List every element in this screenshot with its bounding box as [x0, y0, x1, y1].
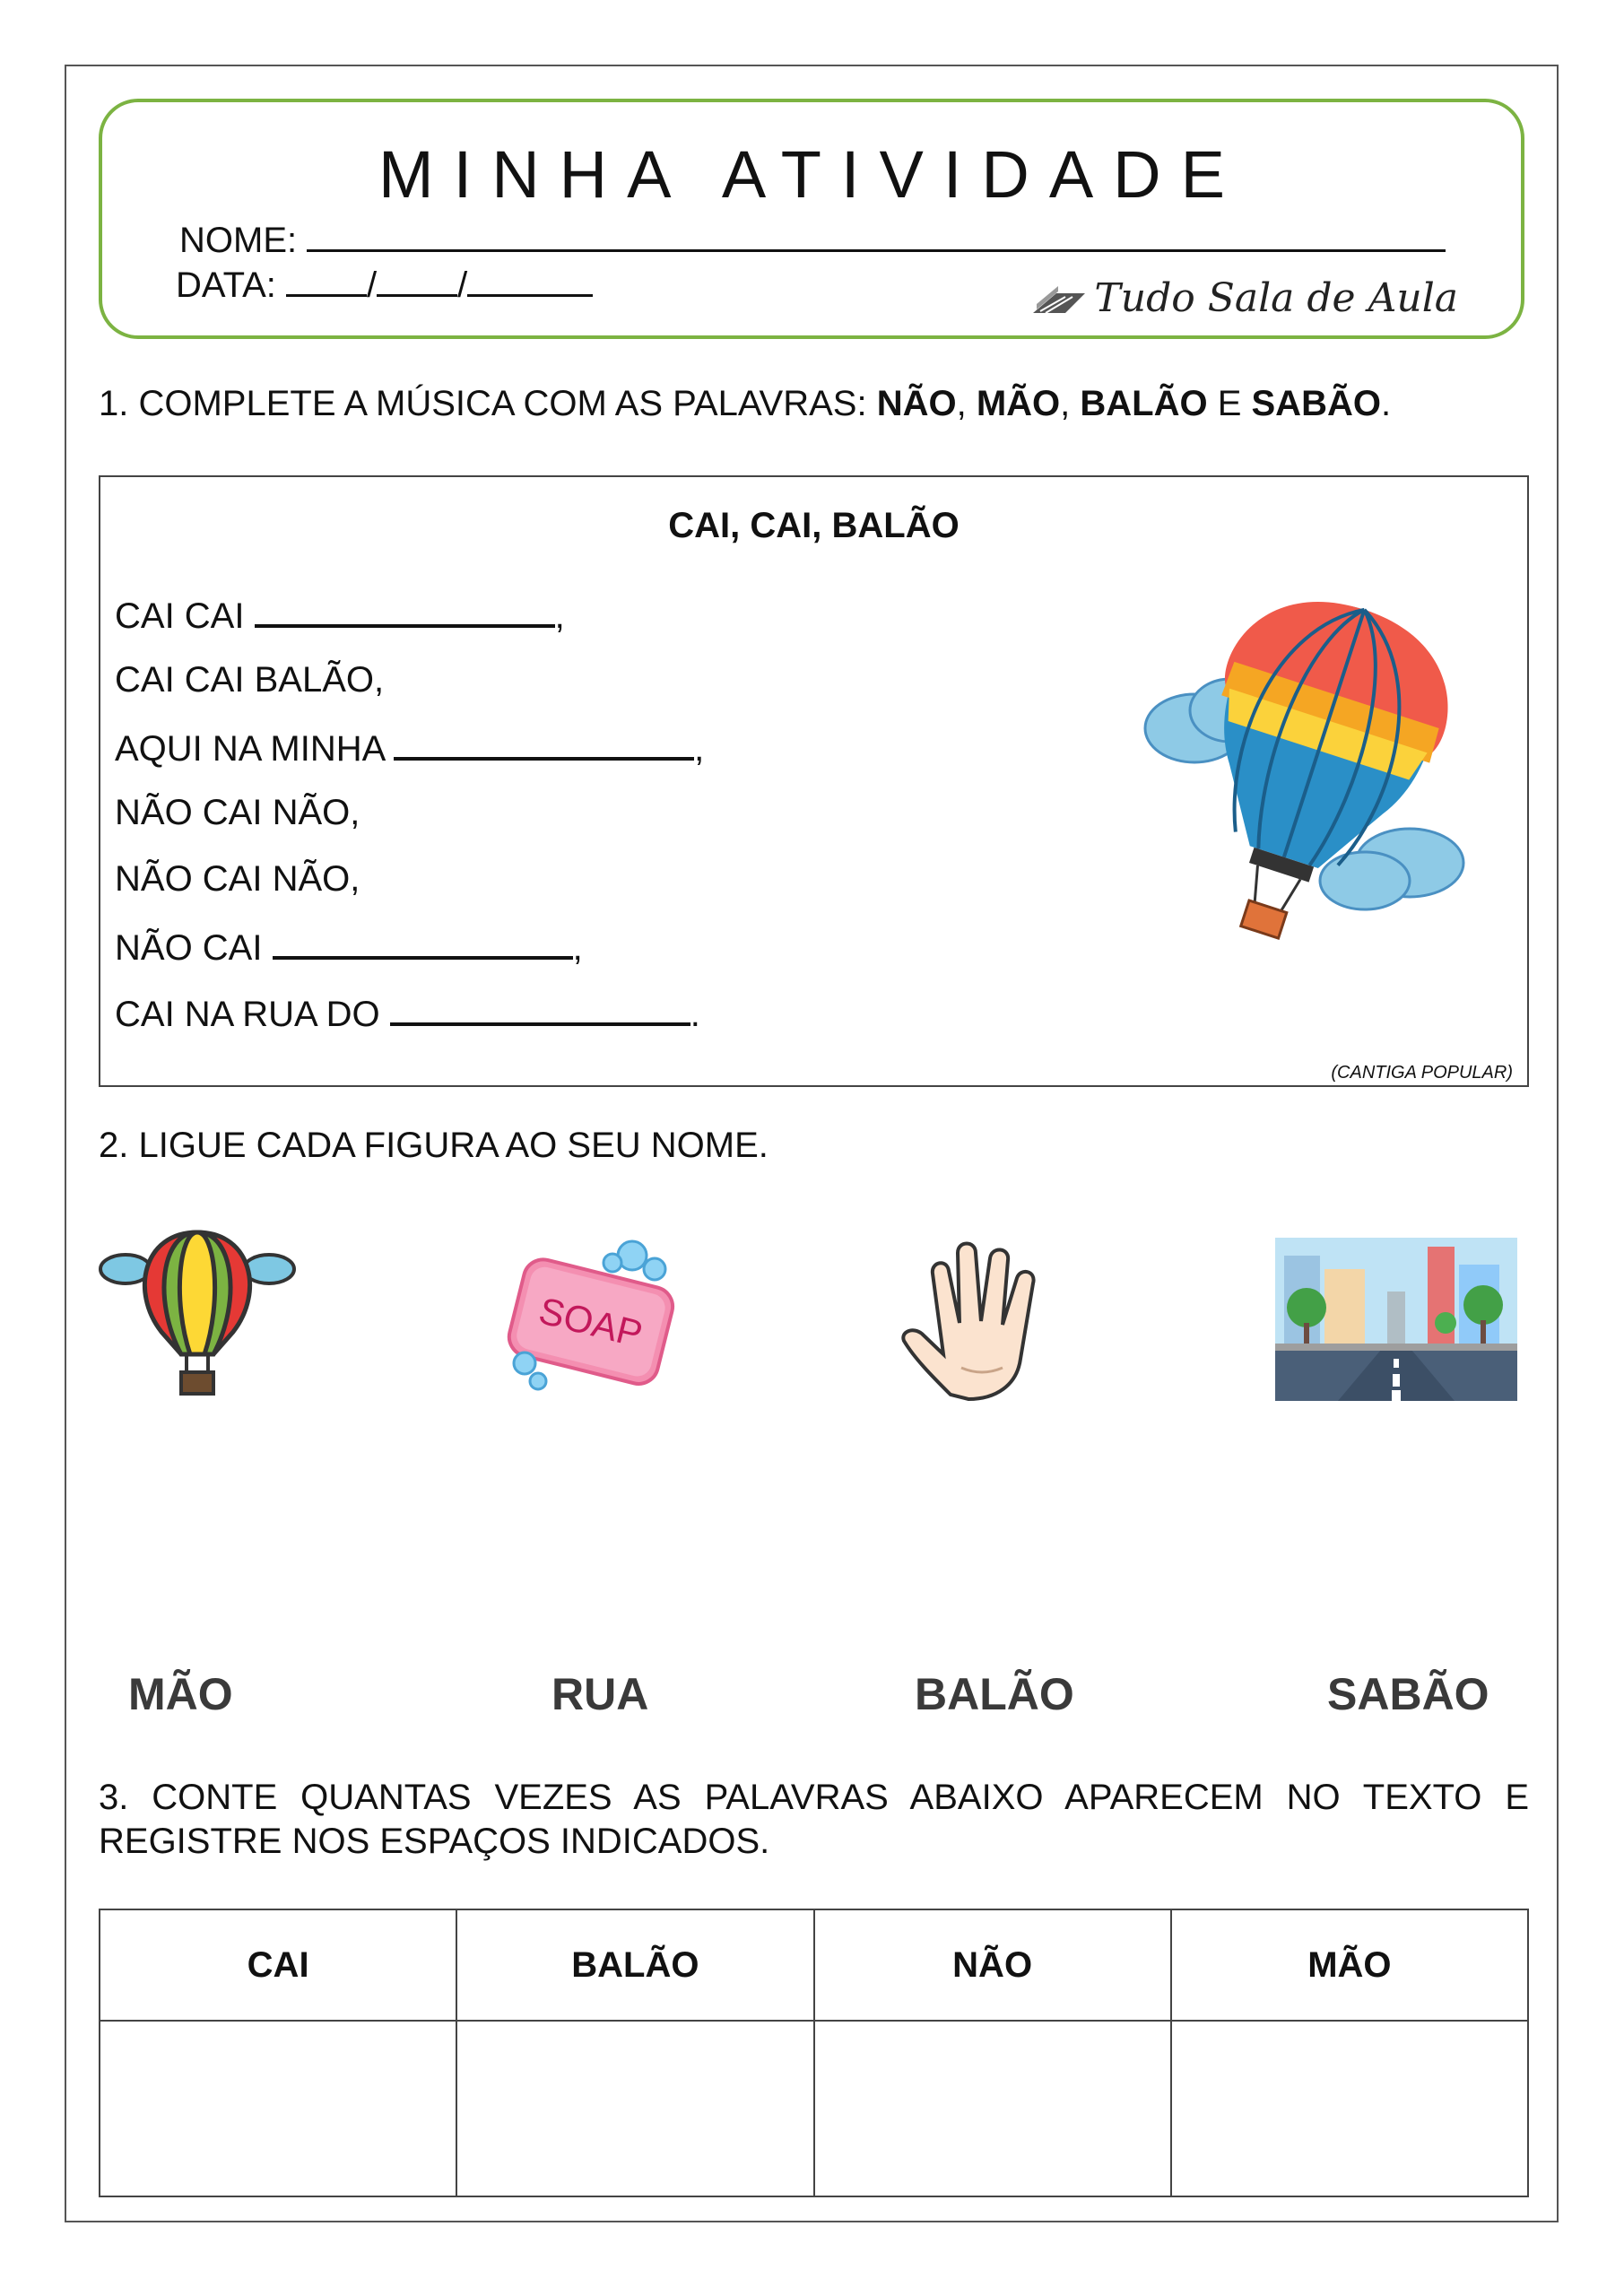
song-source: (CANTIGA POPULAR): [1331, 1063, 1513, 1083]
lyric-line: NÃO CAI ,: [115, 926, 583, 969]
answer-blank[interactable]: [255, 594, 555, 628]
lyric-line: AQUI NA MINHA ,: [115, 726, 704, 770]
lyric-line: NÃO CAI NÃO,: [115, 793, 360, 832]
soap-label: SOAP: [534, 1289, 647, 1356]
answer-blank[interactable]: [394, 726, 694, 761]
balloon-picture[interactable]: [99, 1229, 296, 1399]
answer-blank[interactable]: [390, 992, 690, 1026]
column-header: NÃO: [814, 1909, 1171, 2021]
count-answer-cell[interactable]: [100, 2021, 456, 2196]
word-option[interactable]: BALÃO: [915, 1669, 1074, 1719]
soap-picture[interactable]: [498, 1229, 695, 1399]
count-answer-cell[interactable]: [456, 2021, 813, 2196]
lyric-line: NÃO CAI NÃO,: [115, 859, 360, 899]
street-picture[interactable]: [1275, 1238, 1517, 1401]
date-separator: /: [366, 265, 378, 305]
question-1-prompt: 1. COMPLETE A MÚSICA COM AS PALAVRAS: NÃO, MÃO, BALÃO E SABÃO.: [99, 384, 1392, 423]
answer-blank[interactable]: [273, 926, 573, 960]
lyric-line: CAI NA RUA DO .: [115, 992, 700, 1035]
books-icon: [1029, 279, 1089, 318]
name-field[interactable]: [179, 217, 1446, 261]
column-header: BALÃO: [456, 1909, 813, 2021]
date-month-line[interactable]: [377, 262, 457, 297]
logo: [1029, 275, 1458, 321]
header-box: [99, 99, 1524, 339]
date-day-line[interactable]: [286, 262, 367, 297]
name-line[interactable]: [307, 217, 1446, 252]
date-label: DATA:: [176, 265, 276, 305]
logo-text: Tudo Sala de Aula: [1094, 275, 1458, 321]
word-option[interactable]: SABÃO: [1327, 1669, 1489, 1719]
count-answer-cell[interactable]: [1171, 2021, 1528, 2196]
song-box: [99, 475, 1529, 1087]
hot-air-balloon-illustration: [1141, 594, 1481, 961]
lyric-line: CAI CAI BALÃO,: [115, 660, 385, 700]
name-label: NOME:: [179, 221, 298, 260]
hand-picture[interactable]: [897, 1233, 1076, 1404]
column-header: MÃO: [1171, 1909, 1528, 2021]
date-separator: /: [457, 265, 468, 305]
lyric-line: CAI CAI ,: [115, 594, 565, 637]
count-table: [99, 1909, 1529, 2197]
word-option[interactable]: RUA: [551, 1669, 649, 1719]
question-3-prompt: 3. CONTE QUANTAS VEZES AS PALAVRAS ABAIXO APARECEM NO TEXTO E REGISTRE NOS ESPAÇOS INDICADOS.: [99, 1778, 1529, 1861]
date-field[interactable]: [176, 262, 593, 306]
word-option[interactable]: MÃO: [128, 1669, 233, 1719]
column-header: CAI: [100, 1909, 456, 2021]
song-title: CAI, CAI, BALÃO: [668, 506, 960, 545]
count-answer-cell[interactable]: [814, 2021, 1171, 2196]
date-year-line[interactable]: [467, 262, 593, 297]
page-title: MINHA ATIVIDADE: [378, 137, 1245, 212]
question-2-prompt: 2. LIGUE CADA FIGURA AO SEU NOME.: [99, 1126, 769, 1165]
